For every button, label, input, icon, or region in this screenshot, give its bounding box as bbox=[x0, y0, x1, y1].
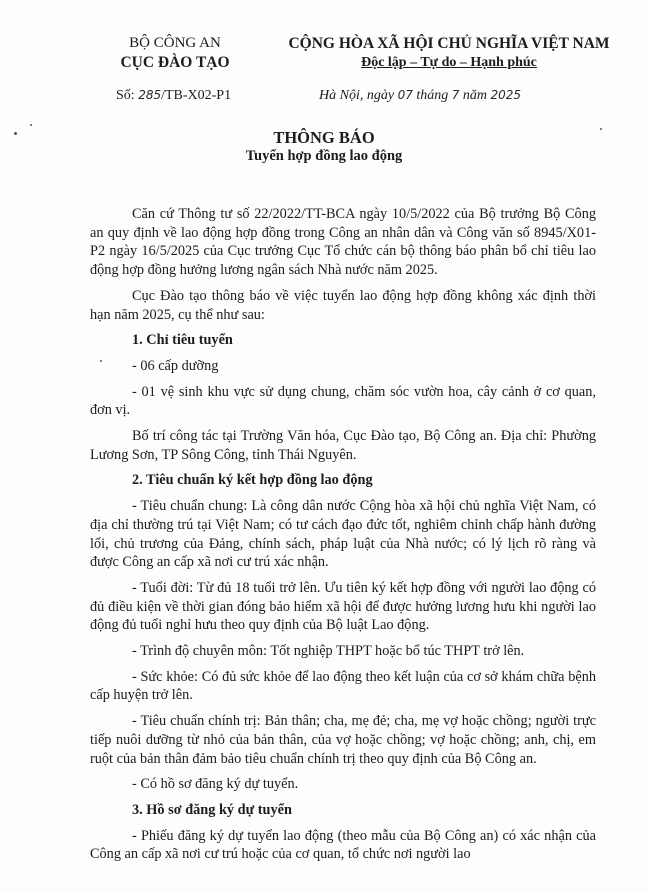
department-name: CỤC ĐÀO TẠO bbox=[120, 54, 230, 71]
scan-speck bbox=[100, 360, 102, 362]
dateline bbox=[319, 88, 521, 104]
dateline-month-label: tháng bbox=[416, 88, 449, 103]
reference-code: /TB-X02-P1 bbox=[161, 88, 232, 103]
section-1-item-cleaner: - 01 vệ sinh khu vực sử dụng chung, chăm sóc vườn hoa, cây cảnh ở cơ quan, đơn vị. bbox=[90, 383, 596, 419]
country-name: CỘNG HÒA XÃ HỘI CHỦ NGHĨA VIỆT NAM bbox=[288, 35, 610, 52]
intro-paragraph-legal-basis: Căn cứ Thông tư số 22/2022/TT-BCA ngày 10/5/2022 của Bộ trưởng Bộ Công an quy định về lao động hợp đồng trong Công an nhân dân và Công văn số 8945/X01-P2 ngày 16/5/2025 của Cục trưởng Cục Tổ chức cán bộ thông báo phân bổ chỉ tiêu lao động hợp đồng hưởng lương ngân sách Nhà nước năm 2025. bbox=[90, 206, 596, 279]
reference-number bbox=[116, 88, 231, 104]
dateline-month: 7 bbox=[451, 88, 460, 102]
national-motto: Độc lập – Tự do – Hạnh phúc bbox=[361, 55, 537, 70]
dateline-year: 2025 bbox=[490, 88, 522, 102]
section-2-dossier-criteria: - Có hồ sơ đăng ký dự tuyển. bbox=[132, 776, 299, 793]
section-2-age-criteria: - Tuổi đời: Từ đủ 18 tuổi trở lên. Ưu tiên ký kết hợp đồng với người lao động có đủ điều kiện về thời gian đóng bảo hiểm xã hội để được hưởng lương hưu khi người lao động đủ tuổi nghỉ hưu theo quy định của Bộ luật Lao động. bbox=[90, 579, 596, 634]
reference-label: Số: bbox=[116, 88, 135, 103]
ministry-name: BỘ CÔNG AN bbox=[129, 35, 221, 51]
section-3-heading: 3. Hồ sơ đăng ký dự tuyển bbox=[132, 801, 292, 818]
scan-speck bbox=[14, 132, 17, 135]
section-1-item-cooks: - 06 cấp dưỡng bbox=[132, 357, 219, 374]
section-1-heading: 1. Chỉ tiêu tuyển bbox=[132, 332, 233, 349]
section-1-workplace: Bố trí công tác tại Trường Văn hóa, Cục Đào tạo, Bộ Công an. Địa chỉ: Phường Lương Sơn, TP Sông Công, tỉnh Thái Nguyên. bbox=[90, 428, 596, 463]
dateline-place: Hà Nội, ngày bbox=[319, 88, 395, 103]
national-header bbox=[286, 34, 612, 72]
section-3-item-registration-form: - Phiếu đăng ký dự tuyển lao động (theo mẫu của Bộ Công an) có xác nhận của Công an cấp xã nơi cư trú hoặc của cơ quan, tổ chức nơi người lao bbox=[90, 827, 596, 863]
reference-number-handwritten: 285 bbox=[138, 88, 162, 102]
document-body bbox=[90, 205, 596, 871]
document-title: THÔNG BÁO bbox=[273, 128, 375, 147]
dateline-day: 07 bbox=[397, 88, 413, 102]
scan-speck bbox=[600, 128, 602, 130]
section-2-health-criteria: - Sức khỏe: Có đủ sức khỏe để lao động theo kết luận của cơ sở khám chữa bệnh cấp huyện trở lên. bbox=[90, 668, 596, 704]
section-2-heading: 2. Tiêu chuẩn ký kết hợp đồng lao động bbox=[132, 472, 373, 489]
intro-paragraph-announcement: Cục Đào tạo thông báo về việc tuyển lao động hợp đồng không xác định thời hạn năm 2025, cụ thể như sau: bbox=[90, 287, 596, 323]
scan-speck bbox=[30, 124, 32, 126]
issuer-header bbox=[112, 34, 238, 72]
section-2-general-criteria: - Tiêu chuẩn chung: Là công dân nước Cộng hòa xã hội chủ nghĩa Việt Nam, có địa chỉ thường trú tại Việt Nam; có tư cách đạo đức tốt, nghiêm chỉnh chấp hành đường lối, chủ trương của Đảng, chính sách, pháp luật của Nhà nước; có lý lịch rõ ràng và được Công an cấp xã nơi cư trú xác nhận. bbox=[90, 498, 596, 571]
section-2-education-criteria: - Trình độ chuyên môn: Tốt nghiệp THPT hoặc bổ túc THPT trở lên. bbox=[132, 643, 525, 660]
dateline-year-label: năm bbox=[462, 88, 487, 103]
section-2-political-criteria: - Tiêu chuẩn chính trị: Bản thân; cha, mẹ đẻ; cha, mẹ vợ hoặc chồng; người trực tiếp nuôi dưỡng từ nhỏ của bản thân, của vợ hoặc chồng; vợ hoặc chồng; anh, chị, em ruột của bản thân đảm bảo tiêu chuẩn chính trị theo quy định của Bộ Công an. bbox=[90, 713, 596, 767]
document-subtitle: Tuyển hợp đồng lao động bbox=[245, 148, 403, 164]
